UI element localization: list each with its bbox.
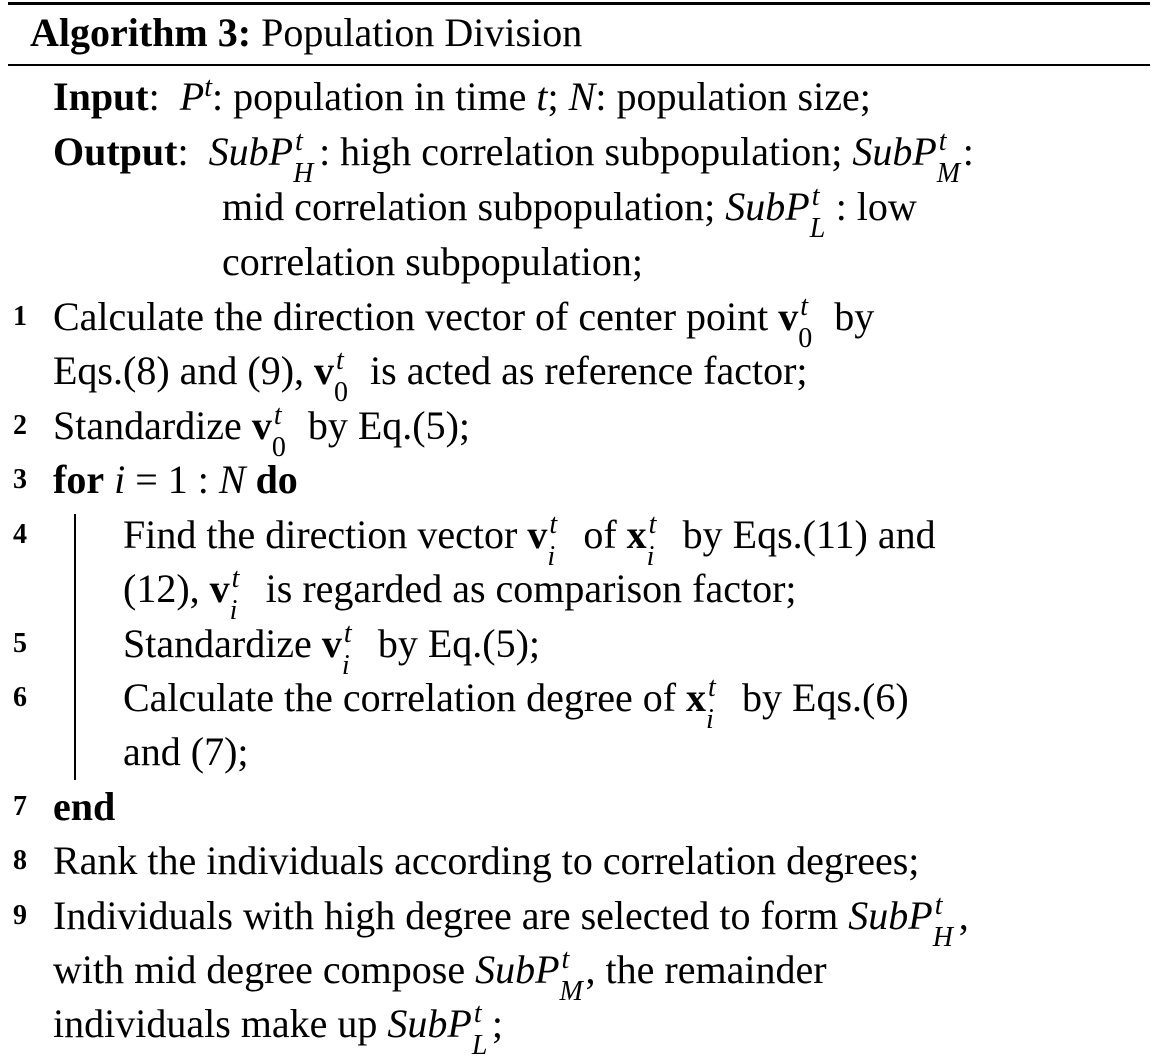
output-line-3: correlation subpopulation;	[222, 239, 644, 284]
step-1-line-2: Eqs.(8) and (9), v t 0 is acted as reference factor;	[53, 345, 808, 408]
line-number: 8	[13, 845, 27, 876]
step-9-line-3: individuals make up SubP t L ;	[53, 998, 503, 1061]
line-number: 4	[13, 519, 27, 550]
input-keyword: Input	[53, 74, 149, 119]
step-2: Standardize v t 0 by Eq.(5);	[53, 400, 470, 463]
step-7-end: end	[53, 784, 116, 829]
line-number: 7	[13, 791, 27, 822]
input-line: Input: $P^t$: population in time t; N: population size;	[53, 72, 871, 119]
algorithm-label: Algorithm 3:	[30, 10, 252, 55]
output-line-1: Output: SubP t H : high correlation subpopulation; SubP t M :	[53, 126, 974, 189]
step-6-line-1: Calculate the correlation degree of x t i by Eqs.(6)	[123, 672, 909, 735]
line-number: 2	[13, 410, 27, 441]
loop-bar	[74, 514, 76, 780]
step-4-line-1: Find the direction vector v t i of x t i by Eqs.(11) and	[123, 509, 936, 572]
top-rule	[8, 2, 1150, 5]
step-5: Standardize v t i by Eq.(5);	[123, 618, 540, 681]
output-keyword: Output	[53, 129, 178, 174]
step-3-for: for i = 1 : N do	[53, 457, 298, 502]
step-1-line-1: Calculate the direction vector of center point v t 0 by	[53, 291, 875, 354]
line-number: 5	[13, 628, 27, 659]
line-number: 1	[13, 301, 27, 332]
line-number: 3	[13, 464, 27, 495]
line-number: 6	[13, 682, 27, 713]
step-4-line-2: (12), v t i is regarded as comparison factor;	[123, 563, 797, 626]
line-number: 9	[13, 900, 27, 931]
step-8: Rank the individuals according to correlation degrees;	[53, 838, 920, 883]
algorithm-name: Population Division	[261, 10, 583, 55]
algorithm-title	[30, 8, 582, 58]
step-9-line-2: with mid degree compose SubP t M , the remainder	[53, 944, 827, 1007]
mid-rule	[8, 64, 1150, 66]
step-6-line-2: and (7);	[123, 729, 249, 774]
output-line-2: mid correlation subpopulation; SubP t L : low	[222, 181, 917, 244]
step-9-line-1: Individuals with high degree are selected to form SubP t H ,	[53, 890, 969, 953]
